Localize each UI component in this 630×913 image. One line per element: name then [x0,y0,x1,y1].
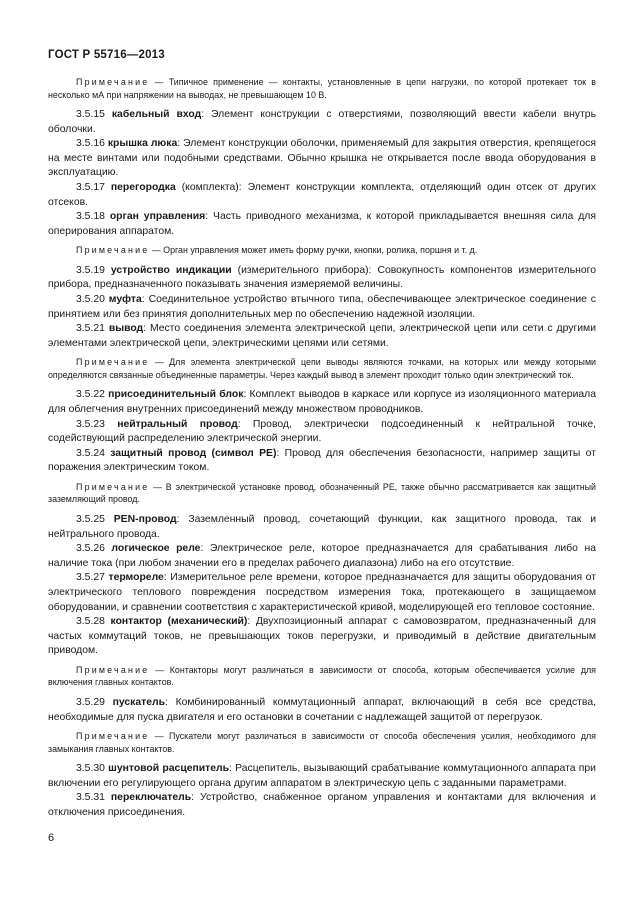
term-name: логическое реле [111,543,201,555]
term-name: присоединительный блок [108,389,244,401]
term-entry [48,108,596,137]
term-definition: (комплекта): Элемент конструкции комплекта, отделяющий один отсек от других отсеков. [48,181,596,208]
term-definition: : Элемент конструкции оболочки, применяемый для закрытия отверстия, крепящегося на месте винтами или подобными средствами. Обычно крышка не открывается после ввода оборудования в эксплуатацию. [48,138,596,179]
note-label: Примечание [76,731,150,742]
note [48,730,596,755]
term-name: вывод [108,323,144,335]
term-entry [48,210,596,239]
term-entry [48,322,596,351]
term-name: устройство индикации [110,264,232,276]
note [48,664,596,689]
term-name: орган управления [109,211,206,223]
term-definition: : Соединительное устройство втычного типа, обеспечивающее электрическое соединение с принятием или без принятия дополнительных мер по обеспечению надежной изоляции. [48,294,596,320]
term-definition: : Элемент конструкции с отверстиями, позволяющий ввести кабели внутрь оболочки. [48,109,596,135]
term-definition: : Расцепитель, вызывающий срабатывание коммутационного аппарата при включении его регулирующего органа другим аппаратом в электрическую цепь с заданными параметрами. [48,763,596,789]
term-name: PEN-провод [113,513,177,525]
term-definition: : Двухпозиционный аппарат с самовозвратом, предназначенный для частых коммутаций токов, не превышающих токов перегрузки, и приводимый в действие двигательным приводом. [48,616,597,657]
term-number: 3.5.26 [76,543,112,555]
term-entry [48,264,596,293]
term-number: 3.5.28 [76,616,111,628]
note-text: — Пускатели могут различаться в зависимости от способа обеспечения усилия, необходимого для замыкания главных контактов. [48,731,596,754]
page-number: 6 [48,832,55,844]
term-name: защитный провод (символ PE) [110,447,277,459]
term-number: 3.5.21 [76,323,109,335]
term-definition: : Часть приводного механизма, к которой прикладывается внешняя сила для оперирования аппаратом. [48,211,597,237]
term-name: перегородка [110,181,176,193]
note-text: — В электрической установке провод, обозначенный PE, также обычно рассматривается как защитный заземляющий провод. [48,481,596,505]
term-name: кабельный вход [111,109,202,120]
term-number: 3.5.29 [76,696,113,708]
note-label: Примечание [76,357,150,368]
note [48,481,596,506]
term-number: 3.5.30 [76,763,109,775]
term-number: 3.5.17 [76,181,111,193]
term-name: нейтральный провод [117,418,238,430]
term-name: муфта [108,294,142,306]
term-entry [48,513,596,542]
term-entry [48,181,596,210]
term-definition: : Комбинированный коммутационный аппарат, включающий в себя все средства, необходимые для пуска двигателя и его остановки в сочетании с надлежащей защитой от перегрузок. [48,696,597,723]
term-number: 3.5.25 [76,513,114,525]
term-number: 3.5.19 [76,264,111,276]
term-number: 3.5.27 [76,572,109,584]
term-name: шунтовой расцепитель [108,763,230,775]
term-entry [48,696,596,725]
term-definition: : Комплект выводов в каркасе или корпусе из изоляционного материала для облегчения внутренних присоединений между множеством проводников. [48,389,597,415]
term-entry [48,542,596,571]
term-name: контактор (механический) [110,616,248,628]
term-definition: : Провод, электрически подсоединенный к нейтральной точке, содействующий распределению электрической энергии. [48,418,596,445]
term-number: 3.5.23 [76,418,118,430]
term-number: 3.5.20 [76,294,109,306]
term-entry [48,137,596,181]
term-entry [48,447,596,476]
note [48,76,596,101]
term-definition: : Измерительное реле времени, которое предназначается для защиты оборудования от электрического теплового повреждения посредством измерения тока, протекающего в защищаемом оборудовании, и сравнении соответствия с характеристической кривой, моделирующей его тепловое состояние. [48,572,596,613]
term-definition: : Устройство, снабженное органом управления и контактами для включения и отключения присоединения. [48,792,596,818]
term-number: 3.5.18 [76,211,110,223]
term-entry [48,293,596,322]
note-text: — Контакторы могут различаться в зависимости от способа, которым обеспечивается усилие для включения главных контактов. [48,664,596,688]
term-entry [48,388,596,417]
term-entry [48,762,596,791]
term-number: 3.5.24 [76,447,111,459]
note-label: Примечание [76,77,150,87]
term-entry [48,571,596,615]
term-name: переключатель [110,792,192,804]
term-number: 3.5.31 [76,792,111,804]
term-entry [48,615,596,659]
term-name: крышка люка [107,138,178,150]
document-body [48,76,596,820]
standard-header: ГОСТ Р 55716—2013 [48,49,165,61]
term-name: пускатель [112,696,165,708]
term-definition: : Электрическое реле, которое предназначается для срабатывания либо на наличие тока (при любом значении его в пределах рабочего диапазона) либо на его отсутствие. [48,543,596,569]
note [48,356,596,381]
term-number: 3.5.16 [76,138,108,150]
term-number: 3.5.15 [76,109,112,120]
note-label: Примечание [76,245,150,256]
term-entry [48,791,596,820]
term-definition: : Заземленный провод, сочетающий функции, как защитного провода, так и нейтрального провода. [48,513,596,540]
note-label: Примечание [76,664,150,675]
note-label: Примечание [76,481,150,492]
note-text: — Типичное применение — контакты, установленные в цепи нагрузки, по которой протекает ток в несколько мА при напряжении на выводах, не превышающем 10 В. [48,77,596,100]
note-text: — Для элемента электрической цепи выводы являются точками, на которых или между которыми определяются связанные объединенные параметры. Через каждый вывод в элемент проходит только один электрический ток. [48,357,596,380]
term-name: термореле [108,572,164,584]
term-definition: : Провод для обеспечения безопасности, например защиты от поражения электрическим током. [48,447,596,474]
term-entry [48,418,596,447]
note-text: — Орган управления может иметь форму ручки, кнопки, ролика, поршня и т. д. [149,245,478,256]
note [48,244,596,257]
term-number: 3.5.22 [76,389,109,401]
term-definition: (измерительного прибора): Совокупность компонентов измерительного прибора, предназначенного показывать значения измеряемой величины. [48,264,596,291]
term-definition: : Место соединения элемента электрической цепи, электрической цепи или сети с другими элементами электрической цепи, электрическими цепями или сетями. [48,323,596,349]
